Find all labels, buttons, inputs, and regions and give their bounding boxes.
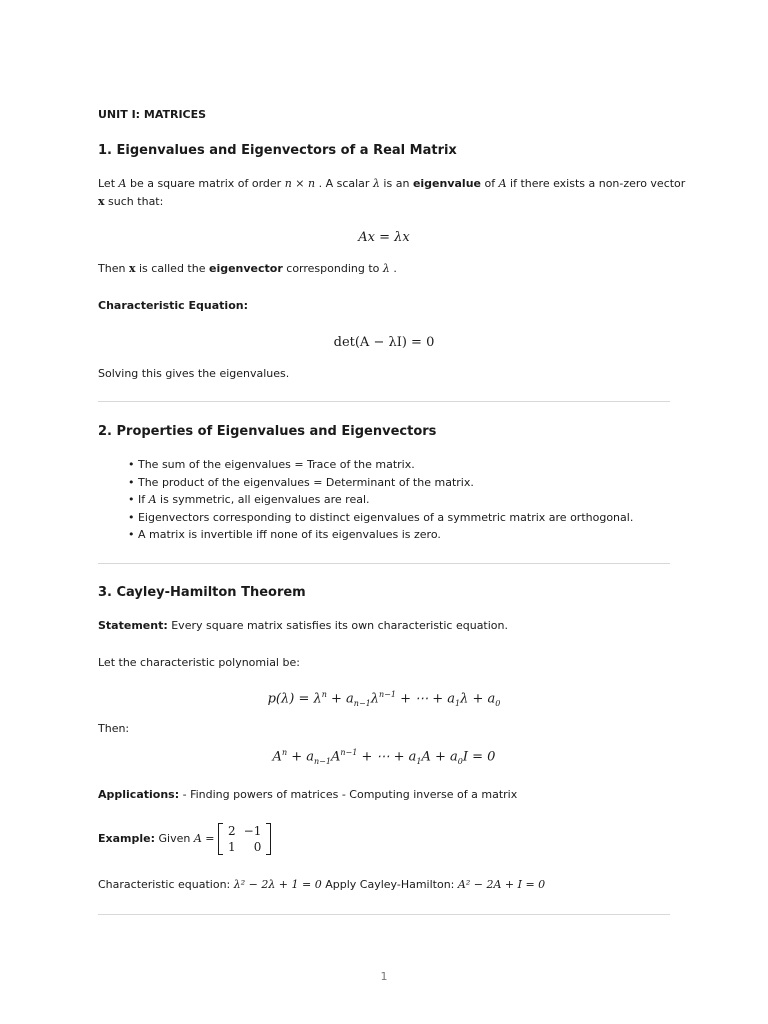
matrix-cell: −1 [243,824,262,838]
example-line: Example: Given A = 2 −1 1 0 [98,822,271,856]
divider [98,401,670,402]
list-item: • Eigenvectors corresponding to distinct eigenvalues of a symmetric matrix are orthogonal. [128,510,634,524]
unit-title: UNIT I: MATRICES [98,108,207,121]
divider [98,563,670,564]
applications-line: Applications: - Finding powers of matrices - Computing inverse of a matrix [98,788,518,801]
equation-eigen: Ax = λx [358,230,410,245]
properties-list [128,456,633,544]
list-item: • The product of the eigenvalues = Determinant of the matrix. [128,475,474,489]
matrix-cell: 0 [253,840,262,854]
then-text: Then: [98,722,130,735]
statement-line: Statement: Every square matrix satisfies its own characteristic equation. [98,619,509,632]
equation-polynomial: $p(\lambda) = \lambda^n + a_{n-1}\lambda^{n-1}$ + ⋯ + $a_1\lambda + a_0$ [267,690,501,708]
equation-characteristic: det(A − λI) = 0 [333,335,435,350]
characteristic-equation-label: Characteristic Equation: [98,299,248,312]
matrix-cell: 1 [228,840,236,854]
equation-cayley-hamilton: $A^n + a_{n-1}A^{n-1}$ + ⋯ + $a_1A + a_0I = 0$ [272,748,496,766]
list-item: • If A is symmetric, all eigenvalues are real. [128,493,370,506]
s1-then-line: Then x is called the eigenvector corresponding to λ . [98,262,397,275]
example-matrix [218,823,271,855]
list-item: • A matrix is invertible iff none of its eigenvalues is zero. [128,528,441,541]
section-3-heading: 3. Cayley-Hamilton Theorem [98,585,306,600]
section-2-heading: 2. Properties of Eigenvalues and Eigenvectors [98,424,437,439]
solving-text: Solving this gives the eigenvalues. [98,367,290,380]
list-item: • The sum of the eigenvalues = Trace of the matrix. [128,458,415,471]
section-1-heading: 1. Eigenvalues and Eigenvectors of a Real Matrix [98,143,457,158]
matrix-cell: 2 [228,824,236,838]
let-polynomial-text: Let the characteristic polynomial be: [98,656,300,669]
characteristic-apply-line: Characteristic equation: λ² − 2λ + 1 = 0 Apply Cayley-Hamilton: A² − 2A + I = 0 [98,878,546,891]
s1-paragraph-line1: Let A be a square matrix of order n × n . A scalar λ is an eigenvalue of A if there exists a non-zero vector [98,177,686,190]
s1-paragraph-line2: x such that: [98,195,164,208]
divider [98,914,670,915]
page-number: 1 [380,970,388,983]
